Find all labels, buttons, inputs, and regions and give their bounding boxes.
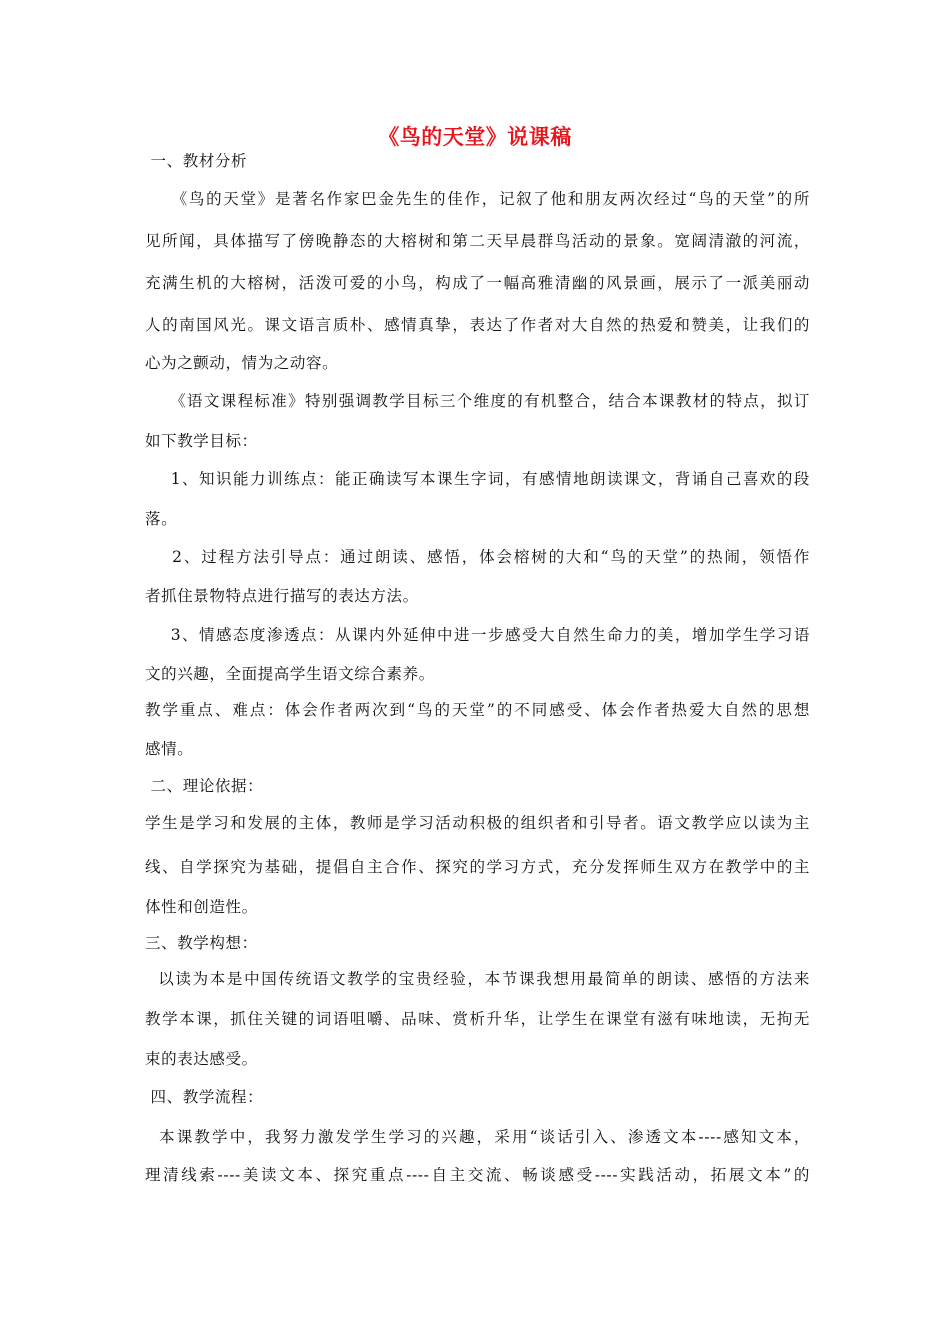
- text-line: 如下教学目标：: [145, 432, 258, 450]
- text-line: 文的兴趣，全面提高学生语文综合素养。: [145, 665, 435, 683]
- text-line: 感情。: [145, 740, 194, 758]
- text-line: 本课教学中，我努力激发学生学习的兴趣，采用“谈话引入、渗透文本----感知文本，: [145, 1128, 810, 1146]
- text-line: 束的表达感受。: [145, 1050, 258, 1068]
- text-line: 四、教学流程：: [145, 1088, 264, 1106]
- text-line: 落。: [145, 510, 178, 528]
- text-line: 充满生机的大榕树，活泼可爱的小鸟，构成了一幅高雅清幽的风景画，展示了一派美丽动: [145, 274, 810, 292]
- text-line: 1、知识能力训练点：能正确读写本课生字词，有感情地朗读课文，背诵自己喜欢的段: [145, 470, 810, 488]
- text-line: 《语文课程标准》特别强调教学目标三个维度的有机整合，结合本课教材的特点，拟订: [145, 392, 810, 410]
- text-line: 理清线索----美读文本、探究重点----自主交流、畅谈感受----实践活动，拓展文本”的: [145, 1166, 810, 1184]
- text-line: 教学重点、难点：体会作者两次到“鸟的天堂”的不同感受、体会作者热爱大自然的思想: [145, 701, 810, 719]
- text-line: 教学本课，抓住关键的词语咀嚼、品味、赏析升华，让学生在课堂有滋有味地读，无拘无: [145, 1010, 810, 1028]
- text-line: 体性和创造性。: [145, 898, 258, 916]
- text-line: 2、过程方法引导点：通过朗读、感悟，体会榕树的大和“鸟的天堂”的热闹，领悟作: [145, 548, 810, 566]
- text-line: 学生是学习和发展的主体，教师是学习活动积极的组织者和引导者。语文教学应以读为主: [145, 814, 810, 832]
- text-line: 《鸟的天堂》是著名作家巴金先生的佳作，记叙了他和朋友两次经过“鸟的天堂”的所: [145, 190, 810, 208]
- text-line: 以读为本是中国传统语文教学的宝贵经验，本节课我想用最简单的朗读、感悟的方法来: [145, 970, 810, 988]
- text-line: 人的南国风光。课文语言质朴、感情真挚，表达了作者对大自然的热爱和赞美，让我们的: [145, 316, 810, 334]
- text-line: 三、教学构想：: [145, 934, 258, 952]
- text-line: 见所闻，具体描写了傍晚静态的大榕树和第二天早晨群鸟活动的景象。宽阔清澈的河流，: [145, 232, 810, 250]
- text-line: 线、自学探究为基础，提倡自主合作、探究的学习方式，充分发挥师生双方在教学中的主: [145, 858, 810, 876]
- text-line: 一、教材分析: [145, 152, 248, 170]
- document-title: 《鸟的天堂》说课稿: [378, 125, 572, 149]
- text-line: 心为之颤动，情为之动容。: [145, 354, 339, 372]
- text-line: 3、情感态度渗透点：从课内外延伸中进一步感受大自然生命力的美，增加学生学习语: [145, 626, 810, 644]
- text-line: 者抓住景物特点进行描写的表达方法。: [145, 587, 419, 605]
- text-line: 二、理论依据：: [145, 777, 264, 795]
